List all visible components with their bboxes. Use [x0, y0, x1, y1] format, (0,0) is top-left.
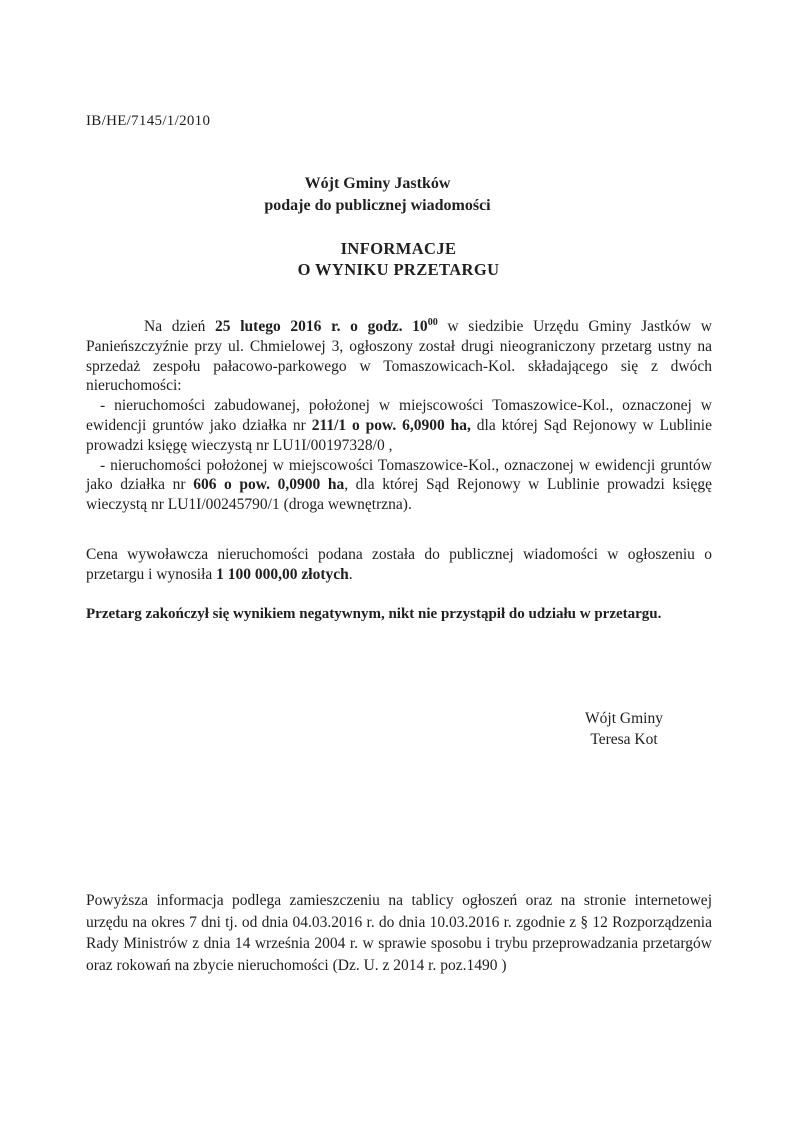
document-title — [85, 238, 712, 280]
document-title-line-2: O WYNIKU PRZETARGU — [297, 260, 500, 279]
signature-role: Wójt Gminy — [585, 710, 663, 727]
signature-name: Teresa Kot — [590, 731, 658, 748]
document-body — [86, 317, 712, 624]
result-paragraph: Przetarg zakończył się wynikiem negatywnym, nikt nie przystąpił do udziału w przetargu. — [86, 605, 662, 622]
footer-paragraph: Powyższa informacja podlega zamieszczeniu na tablicy ogłoszeń oraz na stronie internetowej urzędu na okres 7 dni tj. od dnia 04.03.2016 r. do dnia 10.03.2016 r. zgodnie z § 12 Rozporządzenia Rady Ministrów z dnia 14 września 2004 r. w sprawie sposobu i trybu przeprowadzania przetargów oraz rokowań na zbycie nieruchomości (Dz. U. z 2014 r. poz.1490 ) — [86, 892, 712, 974]
reference-number: IB/HE/7145/1/2010 — [86, 113, 211, 129]
intro-paragraph: Na dzień 25 lutego 2016 r. o godz. $10^{00}$ w siedzibie Urzędu Gminy Jastków w Panieńszczyźnie przy ul. Chmielowej 3, ogłoszony został drugi nieograniczony przetarg ustny na sprzedaż zespołu pałacowo-parkowego w Tomaszowicach-Kol. składającego się z dwóch nieruchomości: — [86, 316, 712, 395]
property-item-1: - nieruchomości zabudowanej, położonej w miejscowości Tomaszowice-Kol., oznaczonej w ewidencji gruntów jako działka nr 211/1 o pow. 6,0900 ha, dla której Sąd Rejonowy w Lublinie prowadzi księgę wieczystą nr LU1I/00197328/0 , — [86, 397, 712, 454]
property-item-2: - nieruchomości położonej w miejscowości Tomaszowice-Kol., oznaczonej w ewidencji gruntów jako działka nr 606 o pow. 0,0900 ha, dla której Sąd Rejonowy w Lublinie prowadzi księgę wieczystą nr LU1I/00245790/1 (droga wewnętrzna). — [86, 456, 712, 514]
document-title-line-1: INFORMACJE — [340, 239, 457, 258]
signature-block — [538, 708, 710, 750]
price-paragraph: Cena wywoławcza nieruchomości podana została do publicznej wiadomości w ogłoszeniu o przetargu i wynosiła 1 100 000,00 złotych. — [86, 545, 712, 583]
issuer-block — [85, 173, 670, 217]
issuer-line-2: podaje do publicznej wiadomości — [264, 197, 491, 214]
issuer-line-1: Wójt Gminy Jastków — [304, 175, 451, 192]
